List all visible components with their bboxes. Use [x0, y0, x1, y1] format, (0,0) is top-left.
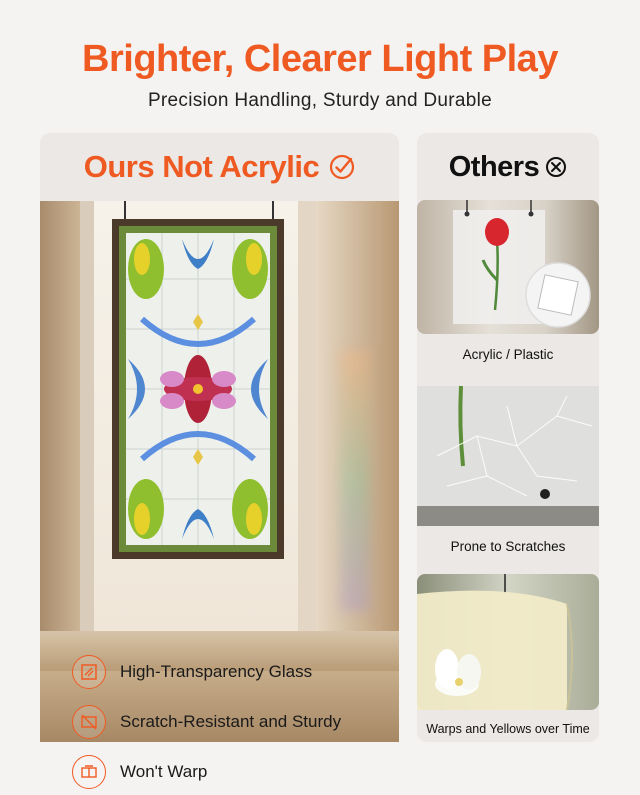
ours-heading-row: [40, 133, 399, 201]
feature-item: [72, 655, 392, 689]
ours-heading: Ours Not Acrylic: [83, 149, 320, 184]
others-heading: Others: [448, 150, 540, 183]
feature-label: Scratch-Resistant and Sturdy: [120, 712, 342, 731]
no-scratch-icon: [72, 705, 106, 739]
acrylic-thumb: [417, 200, 599, 334]
flat-panel-icon: [72, 755, 106, 789]
others-caption: Warps and Yellows over Time: [426, 722, 590, 736]
page-subtitle: Precision Handling, Sturdy and Durable: [147, 90, 493, 111]
warps-thumb: [417, 574, 599, 710]
others-heading-row: [417, 133, 599, 201]
page-title: Brighter, Clearer Light Play: [82, 38, 558, 80]
others-caption: Acrylic / Plastic: [462, 347, 554, 362]
feature-item: [72, 755, 392, 789]
others-card: [417, 133, 599, 742]
others-caption: Prone to Scratches: [450, 539, 566, 554]
feature-item: [72, 705, 392, 739]
check-circle-icon: [329, 154, 355, 180]
feature-label: Won't Warp: [120, 762, 208, 781]
glass-icon: [72, 655, 106, 689]
feature-label: High-Transparency Glass: [120, 662, 313, 681]
scratches-thumb: [417, 386, 599, 526]
x-circle-icon: [545, 156, 567, 178]
ours-card: [40, 133, 399, 781]
window-scene: [40, 201, 399, 781]
stained-glass-panel: [112, 219, 284, 559]
